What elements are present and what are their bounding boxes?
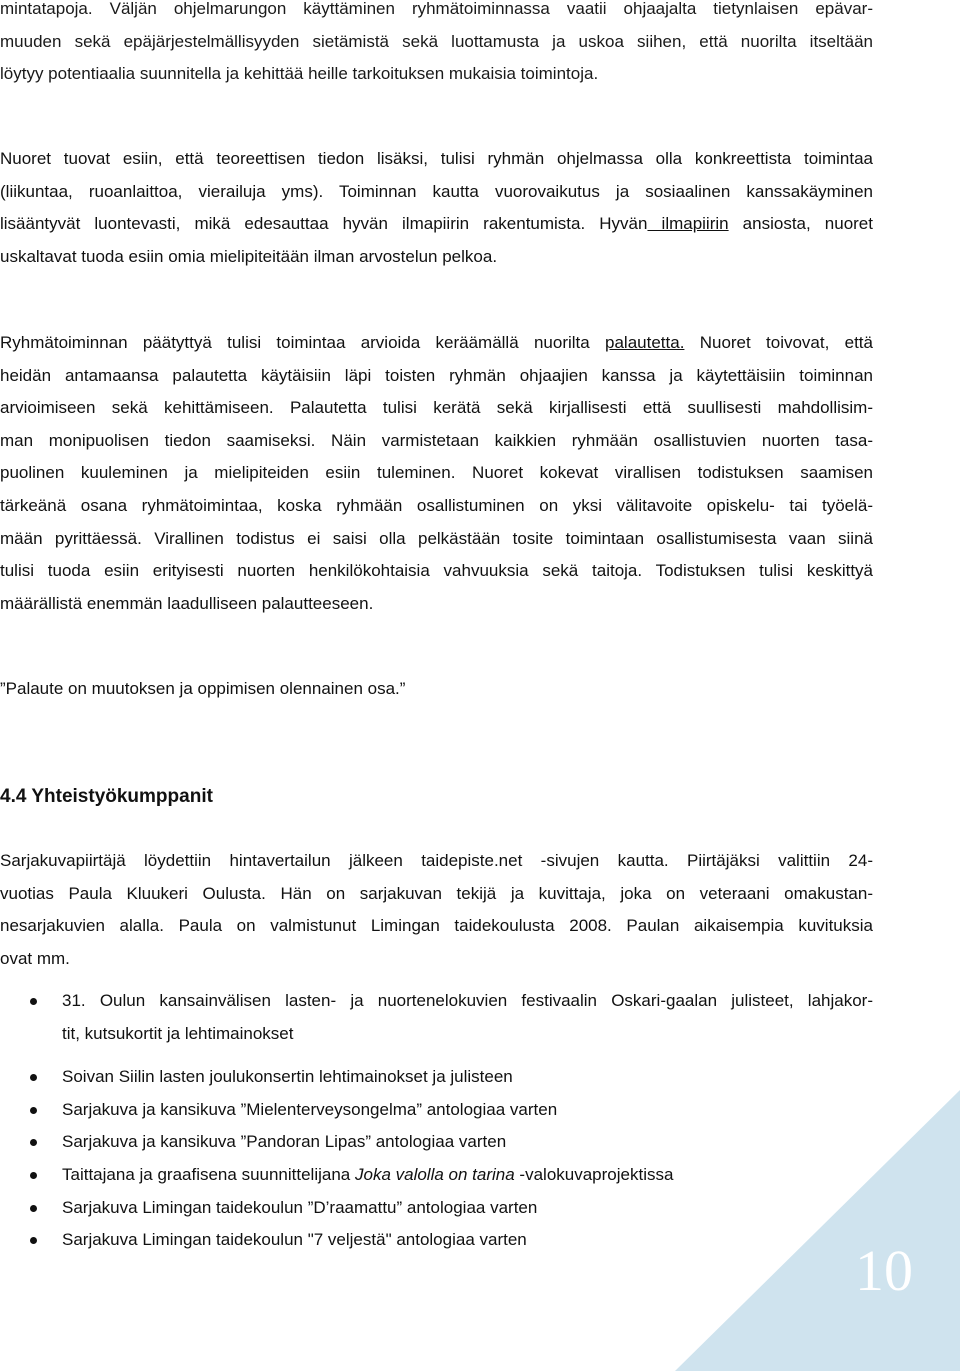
para4-line-3: nesarjakuvien alalla. Paula on valmistunut Limingan taidekoulusta 2008. Paulan aikaisempia kuvituksia — [0, 916, 873, 936]
list-item-1-line-2: tit, kutsukortit ja lehtimainokset — [62, 1023, 294, 1043]
para3-line-6: tärkeänä osana ryhmätoimintaa, koska ryhmään osallistuminen on yksi välitavoite opiskelu- tai työelä- — [0, 495, 873, 515]
list-item-text: Sarjakuva Limingan taidekoulun ”D’raamattu” antologiaa varten — [62, 1197, 538, 1217]
list-item — [0, 1126, 873, 1159]
para4-line-1: Sarjakuvapiirtäjä löydettiin hintavertailun jälkeen taidepiste.net -sivujen kautta. Piirtäjäksi valittiin 24- — [0, 851, 873, 870]
list-item — [0, 1159, 873, 1192]
para3-line-1-end: Nuoret toivovat, että — [684, 333, 873, 352]
list-item — [0, 1224, 873, 1257]
list-item-1-line-1: 31. Oulun kansainvälisen lasten- ja nuortenelokuvien festivaalin Oskari-gaalan julisteet, lahjakor- — [62, 991, 873, 1010]
para2-line-1: Nuoret tuovat esiin, että teoreettisen tiedon lisäksi, tulisi ryhmän ohjelmassa olla konkreettista toimintaa — [0, 149, 873, 168]
illustration-works-list — [0, 985, 873, 1257]
para3-line-9: määrällistä enemmän laadulliseen palautteeseen. — [0, 593, 374, 613]
para3-line-2: heidän antamaansa palautetta käytäisiin läpi toisten ryhmän ohjaajien kanssa ja käytettäisiin toiminnan — [0, 365, 873, 385]
bullet-icon — [30, 998, 37, 1005]
para3-line-7: mään pyrittäessä. Virallinen todistus ei saisi olla pelkästään tosite toimintaan osallistumisesta vaan siinä — [0, 528, 873, 548]
intro-line-3: löytyy potentiaalia suunnitella ja kehittää heille tarkoituksen mukaisia toimintoja. — [0, 64, 599, 84]
bullet-icon — [30, 1237, 37, 1244]
intro-paragraph — [0, 0, 873, 91]
para3-line-5: puolinen kuuleminen ja mielipiteiden esiin tuleminen. Nuoret kokevat virallisen todistuksen saamisen — [0, 463, 873, 483]
list-item-text — [62, 985, 873, 1050]
list-item-text: Sarjakuva Limingan taidekoulun "7 veljestä" antologiaa varten — [62, 1230, 527, 1250]
para2-line-3-start: lisääntyvät luontevasti, mikä edesauttaa hyvän ilmapiirin rakentumista. Hyvän — [0, 214, 648, 234]
para4-line-4: ovat mm. — [0, 948, 70, 968]
list-item — [0, 985, 873, 1050]
list-item-text: Sarjakuva ja kansikuva ”Mielenterveysongelma” antologiaa varten — [62, 1099, 558, 1119]
page-number: 10 — [855, 1238, 913, 1303]
paragraph-illustrator — [0, 845, 873, 975]
intro-line-2: muuden sekä epäjärjestelmällisyyden sietämistä sekä luottamusta ja uskoa siihen, että nuorilta itseltään — [0, 31, 873, 51]
para3-line-4: man monipuolisen tiedon saamiseksi. Näin varmistetaan kaikkien ryhmään osallistuvien nuorten tasa- — [0, 430, 873, 450]
bullet-icon — [30, 1172, 37, 1179]
para3-line-8: tulisi tuoda esiin erityisesti nuorten henkilökohtaisia vahvuuksia sekä taitoja. Todistuksen tulisi keskittyä — [0, 561, 873, 581]
para2-line-3-end: ansiosta, nuoret — [728, 214, 873, 234]
list-item — [0, 1061, 873, 1094]
bullet-icon — [30, 1107, 37, 1114]
list-item — [0, 1094, 873, 1127]
para2-line-4: uskaltavat tuoda esiin omia mielipiteitään ilman arvostelun pelkoa. — [0, 246, 498, 266]
para3-line-3: arvioimiseen sekä kehittämiseen. Palautetta tulisi kerätä sekä kirjallisesti että suullisesti mahdollisim- — [0, 398, 873, 418]
bullet-icon — [30, 1074, 37, 1081]
feedback-quote: ”Palaute on muutoksen ja oppimisen olennainen osa.” — [0, 679, 406, 698]
para2-line-3 — [0, 208, 873, 241]
underlined-palautetta: palautetta. — [605, 333, 685, 352]
list-item-5-start: Taittajana ja graafisena suunnittelijana — [62, 1164, 355, 1184]
list-item-5-end: -valokuvaprojektissa — [514, 1164, 674, 1184]
paragraph-concrete-activities — [0, 143, 873, 273]
list-item-text: Sarjakuva ja kansikuva ”Pandoran Lipas” antologiaa varten — [62, 1132, 507, 1152]
para2-line-2: (liikuntaa, ruoanlaittoa, vierailuja yms). Toiminnan kautta vuorovaikutus ja sosiaalinen kanssakäyminen — [0, 181, 873, 201]
project-title-italic: Joka valolla on tarina — [354, 1164, 515, 1184]
intro-line-1: mintatapoja. Väljän ohjelmarungon käyttäminen ryhmätoiminnassa vaatii ohjaajalta tietynlaisen epävar- — [0, 0, 873, 18]
section-heading: 4.4 Yhteistyökumppanit — [0, 786, 213, 807]
para3-line-1 — [0, 327, 873, 360]
bullet-icon — [30, 1139, 37, 1146]
list-item-text: Soivan Siilin lasten joulukonsertin lehtimainokset ja julisteen — [62, 1067, 513, 1087]
underlined-ilmapiirin: ilmapiirin — [647, 214, 729, 234]
para4-line-2: vuotias Paula Kluukeri Oulusta. Hän on sarjakuvan tekijä ja kuvittaja, joka on veteraani omakustan- — [0, 883, 873, 903]
list-item-text — [62, 1159, 873, 1192]
list-item — [0, 1192, 873, 1225]
paragraph-feedback — [0, 327, 873, 620]
para3-line-1-start: Ryhmätoiminnan päätyttyä tulisi toimintaa arvioida keräämällä nuorilta — [0, 333, 606, 352]
bullet-icon — [30, 1205, 37, 1212]
